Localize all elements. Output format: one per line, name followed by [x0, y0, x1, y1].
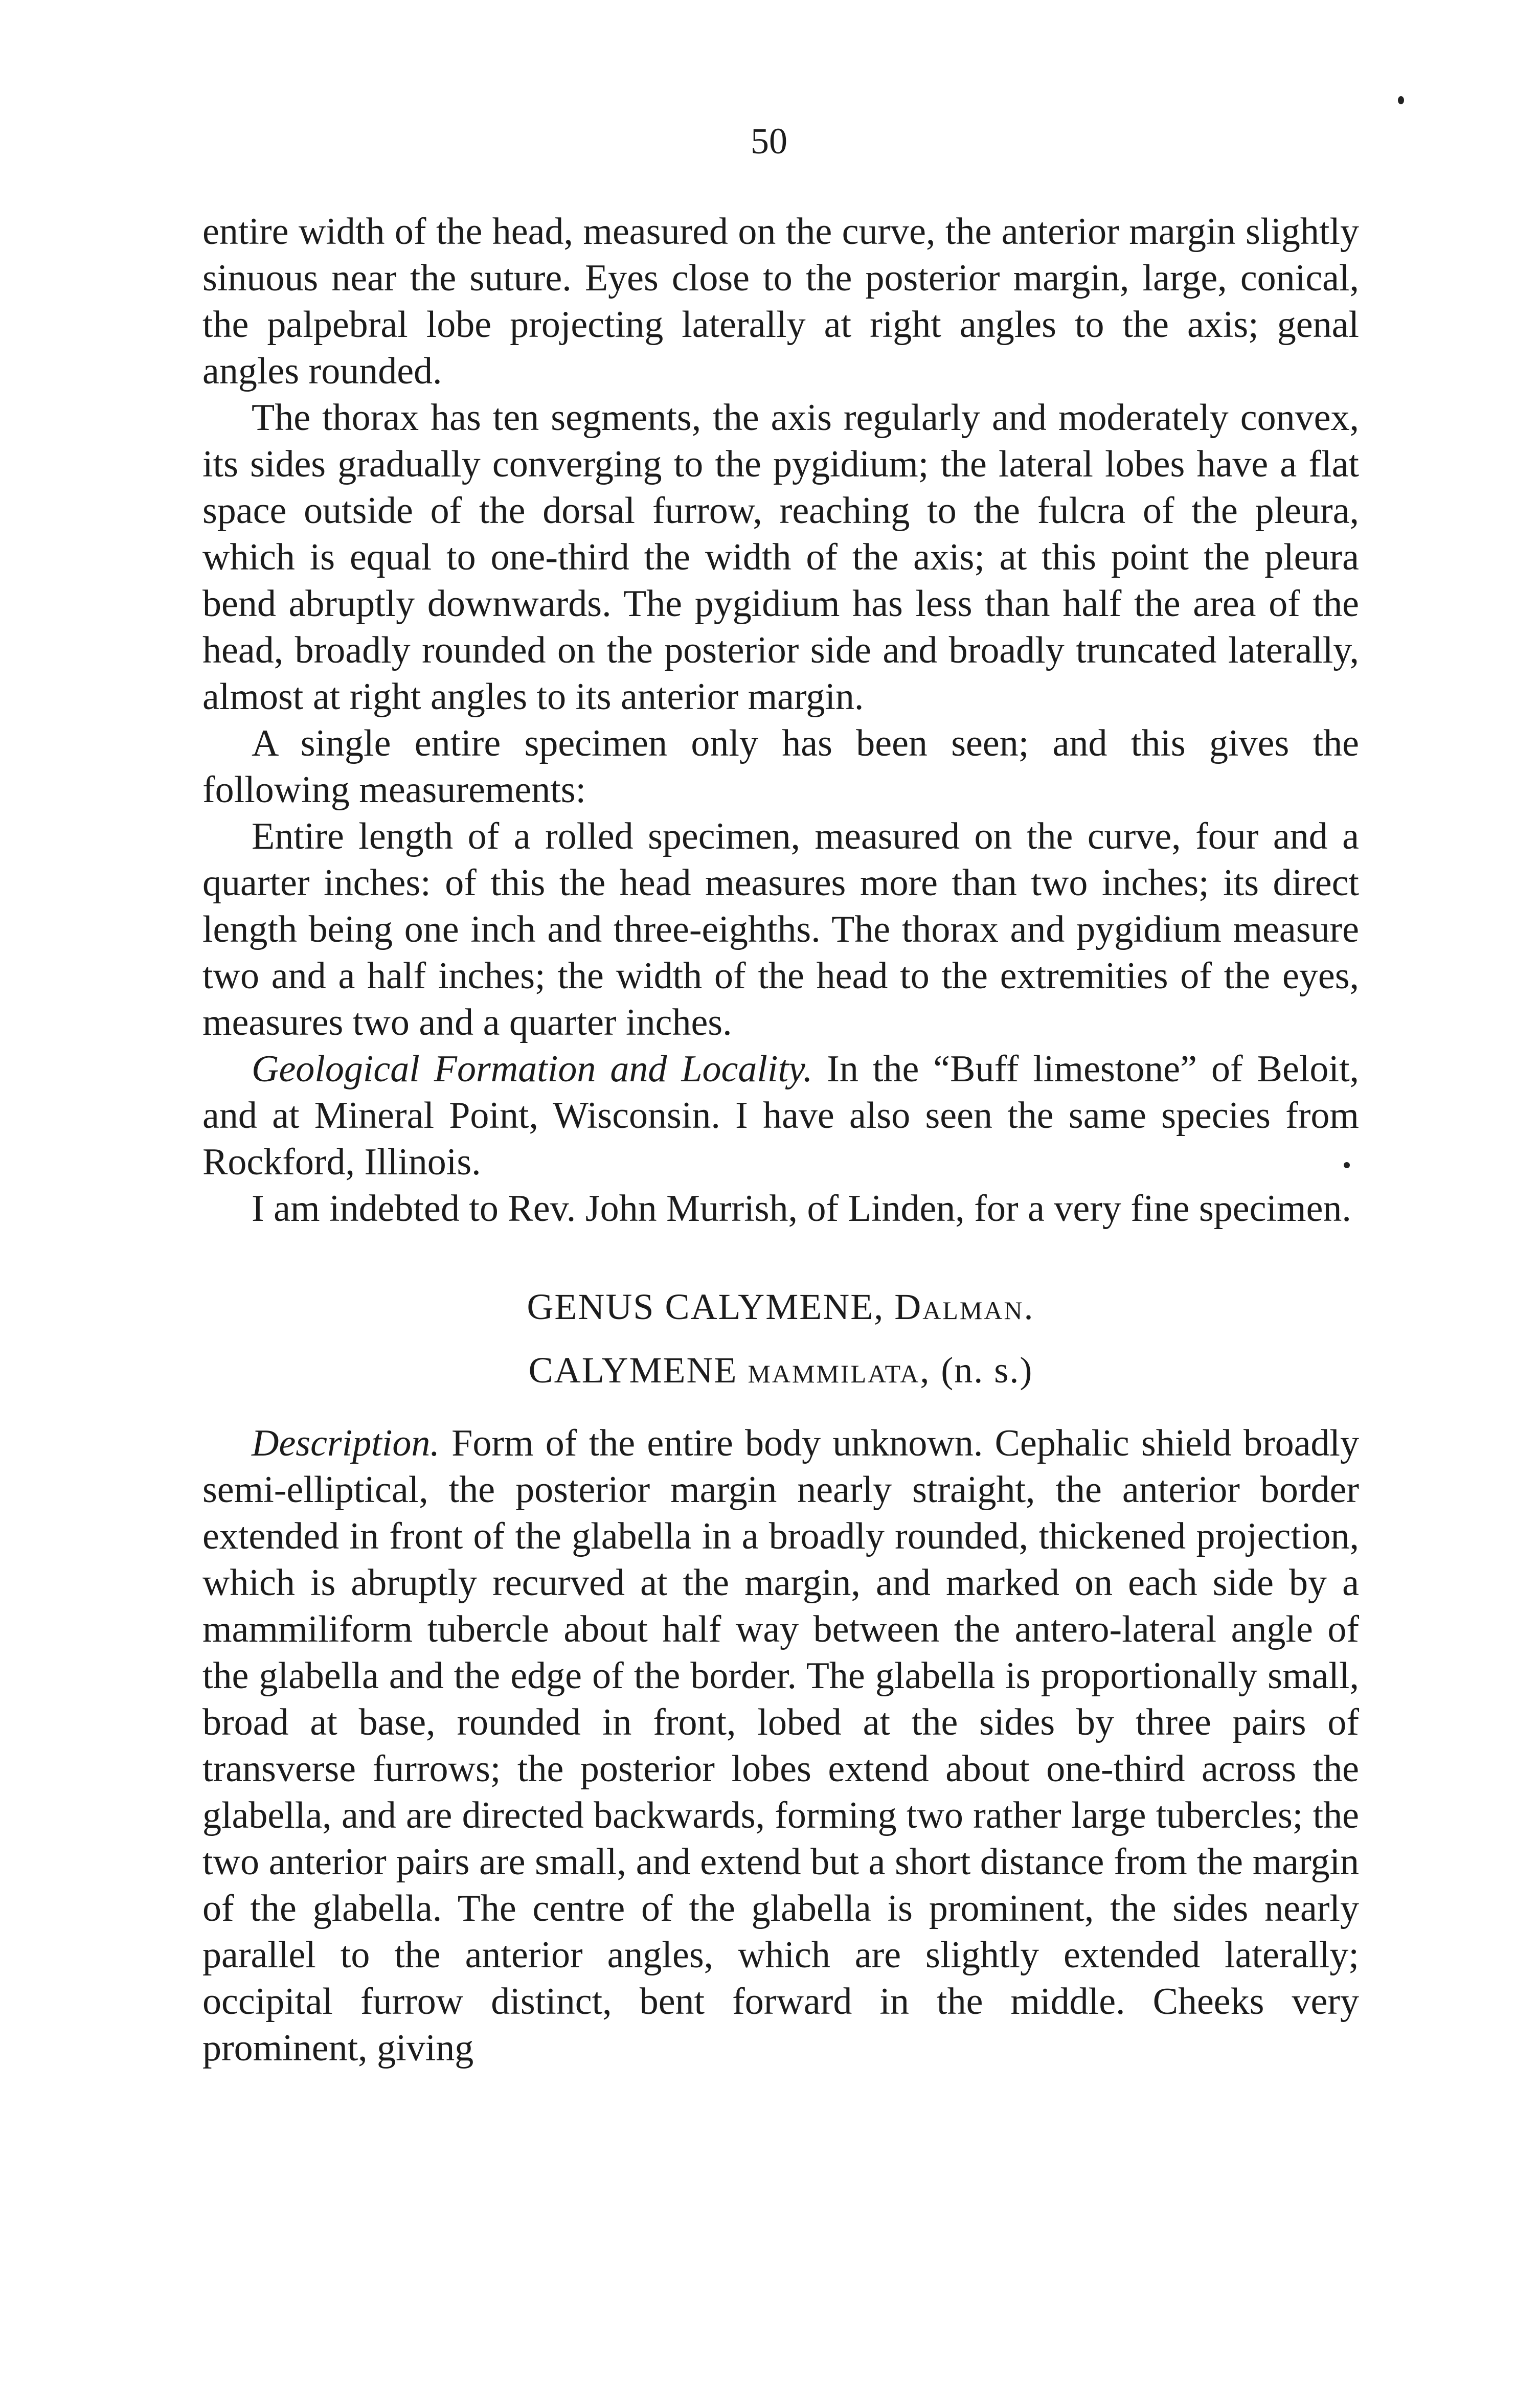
- paragraph-thorax: The thorax has ten segments, the axis regularly and moderately convex, its sides gradually converging to the pygidium; the lateral lobes have a flat space outside of the dorsal furrow, reaching to the fulcra of the pleura, which is equal to one-third the width of the axis; at this point the pleura bend abruptly downwards. The pygidium has less than half the area of the head, broadly rounded on the posterior side and broadly truncated laterally, almost at right angles to its anterior margin.: [202, 397, 1359, 718]
- species-heading-main: CALYMENE: [528, 1350, 748, 1391]
- species-heading: [202, 1345, 1359, 1396]
- description-text: Form of the entire body unknown. Cephalic shield broadly semi-elliptical, the posterior margin nearly straight, the anterior border extended in front of the glabella in a broadly rounded, thickened projection, which is abruptly recurved at the margin, and marked on each side by a mammiliform tubercle about half way between the antero-lateral angle of the glabella and the edge of the border. The glabella is proportionally small, broad at base, rounded in front, lobed at the sides by three pairs of transverse furrows; the posterior lobes extend about one-third across the glabella, and are directed backwards, forming two rather large tubercles; the two anterior pairs are small, and extend but a short distance from the margin of the glabella. The centre of the glabella is prominent, the sides nearly parallel to the anterior angles, which are slightly extended laterally; occipital furrow distinct, bent forward in the middle. Cheeks very prominent, giving: [202, 1422, 1359, 2069]
- genus-heading: [202, 1281, 1359, 1332]
- genus-heading-main: GENUS CALYMENE,: [527, 1286, 895, 1327]
- species-heading-note: (n. s.): [931, 1350, 1033, 1391]
- locality-label: Geological Formation and Locality.: [252, 1048, 813, 1090]
- species-heading-epithet: mammilata,: [748, 1350, 931, 1391]
- paragraph-specimen: A single entire specimen only has been seen; and this gives the following measurements:: [202, 722, 1359, 811]
- description-label: Description.: [252, 1422, 440, 1464]
- genus-heading-author: Dalman.: [894, 1286, 1035, 1327]
- locality-text: In the “Buff limestone” of Beloit, and at Mineral Point, Wisconsin. I have also seen the same species from Rockford, Illinois.: [202, 1048, 1359, 1183]
- paragraph-acknowledgement: I am indebted to Rev. John Murrish, of Linden, for a very fine specimen.: [252, 1188, 1351, 1230]
- paragraph-head-description: entire width of the head, measured on the curve, the anterior margin slightly sinuous near the suture. Eyes close to the posterior margin, large, conical, the palpebral lobe projecting laterally at right angles to the axis; genal angles rounded.: [202, 211, 1359, 392]
- ink-speck: [1398, 96, 1404, 104]
- page-body: [202, 209, 1359, 2072]
- ink-speck: [1344, 1162, 1350, 1168]
- paragraph-description: [202, 1420, 1359, 2072]
- page-number: 50: [751, 121, 787, 162]
- paragraph-locality: [202, 1046, 1359, 1186]
- paragraph-measurements: Entire length of a rolled specimen, measured on the curve, four and a quarter inches: of this the head measures more than two inches; its direct length being one inch and three-eighths. The thorax and pygidium measure two and a half inches; the width of the head to the extremities of the eyes, measures two and a quarter inches.: [202, 815, 1359, 1043]
